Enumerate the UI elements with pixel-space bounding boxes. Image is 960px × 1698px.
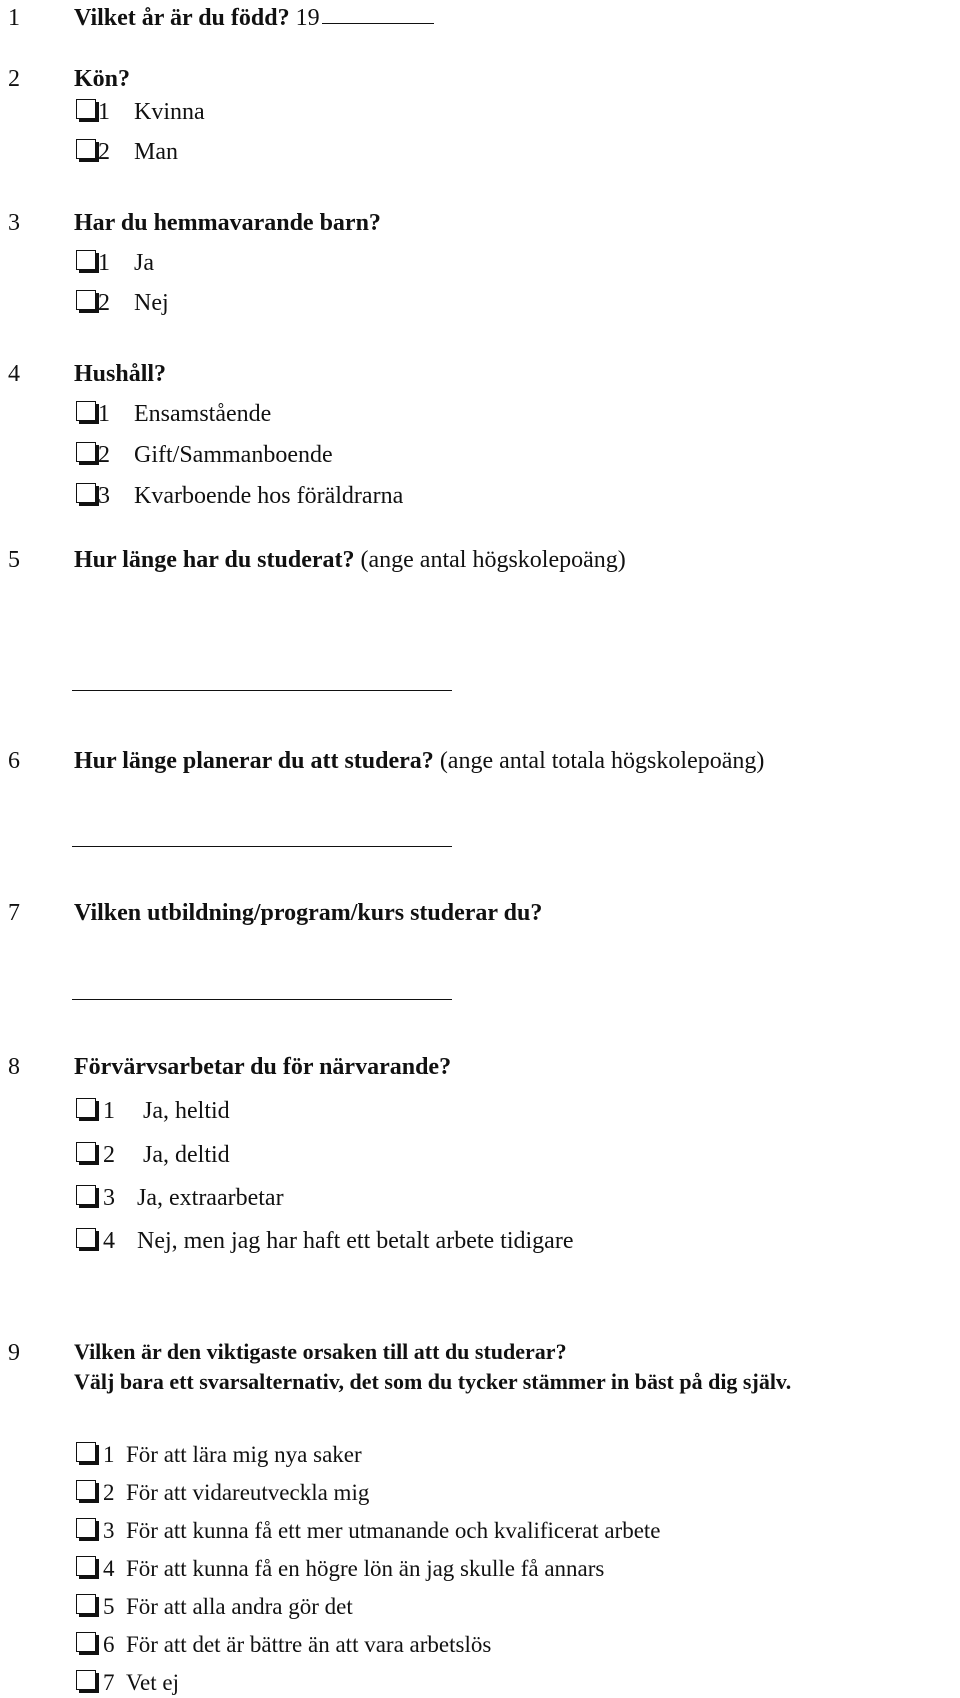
option-label: För att det är bättre än att vara arbetslös xyxy=(126,1632,492,1657)
question-text: Vilket år är du född? 19 xyxy=(74,6,434,30)
option-number: 1 xyxy=(98,99,110,125)
option-number: 3 xyxy=(98,483,110,509)
question-number: 4 xyxy=(8,361,20,387)
option-number: 3 xyxy=(103,1185,115,1211)
question-number: 3 xyxy=(8,210,20,236)
question-text: Förvärvsarbetar du för närvarande? xyxy=(74,1054,452,1080)
option-number: 2 xyxy=(103,1142,115,1168)
question-number: 7 xyxy=(8,900,20,926)
option-label: För att kunna få ett mer utmanande och kvalificerat arbete xyxy=(126,1518,661,1543)
option-label: Ja, deltid xyxy=(143,1142,230,1168)
checkbox-icon[interactable] xyxy=(76,99,96,119)
option-label: Nej, men jag har haft ett betalt arbete tidigare xyxy=(137,1228,574,1254)
question-number: 9 xyxy=(8,1340,20,1366)
year-answer-line[interactable] xyxy=(322,23,434,24)
option-label: För att vidareutveckla mig xyxy=(126,1480,370,1505)
checkbox-icon[interactable] xyxy=(76,1228,96,1248)
checkbox-icon[interactable] xyxy=(76,1442,96,1462)
question-instruction: Välj bara ett svarsalternativ, det som du tycker stämmer in bäst på dig själv. xyxy=(74,1369,792,1394)
option-number: 2 xyxy=(98,442,110,468)
checkbox-icon[interactable] xyxy=(76,1518,96,1538)
question-number: 6 xyxy=(8,748,20,774)
option-number: 7 xyxy=(103,1670,115,1695)
option-number: 4 xyxy=(103,1228,115,1254)
option-label: Ja, extraarbetar xyxy=(137,1185,284,1211)
option-label: Vet ej xyxy=(126,1670,180,1695)
question-text: Hur länge planerar du att studera? (ange antal totala högskolepoäng) xyxy=(74,748,765,774)
option-label: Ja xyxy=(134,250,154,276)
option-label: Gift/Sammanboende xyxy=(134,442,333,468)
checkbox-icon[interactable] xyxy=(76,1670,96,1690)
option-number: 2 xyxy=(103,1480,115,1505)
question-text: Hur länge har du studerat? (ange antal högskolepoäng) xyxy=(74,547,626,573)
question-number: 5 xyxy=(8,547,20,573)
option-number: 1 xyxy=(98,250,110,276)
option-label: Ensamstående xyxy=(134,401,272,427)
question-number: 2 xyxy=(8,66,20,92)
option-label: Kvarboende hos föräldrarna xyxy=(134,483,404,509)
option-label: För att kunna få en högre lön än jag skulle få annars xyxy=(126,1556,605,1581)
checkbox-icon[interactable] xyxy=(76,1480,96,1500)
checkbox-icon[interactable] xyxy=(76,1632,96,1652)
option-number: 1 xyxy=(103,1442,115,1467)
option-label: Man xyxy=(134,139,178,165)
option-number: 1 xyxy=(98,401,110,427)
checkbox-icon[interactable] xyxy=(76,442,96,462)
checkbox-icon[interactable] xyxy=(76,1098,96,1118)
checkbox-icon[interactable] xyxy=(76,483,96,503)
year-prefix: 19 xyxy=(295,5,320,31)
checkbox-icon[interactable] xyxy=(76,290,96,310)
question-text: Hushåll? xyxy=(74,361,167,387)
checkbox-icon[interactable] xyxy=(76,139,96,159)
question-hint: (ange antal högskolepoäng) xyxy=(360,547,626,573)
checkbox-icon[interactable] xyxy=(76,1142,96,1162)
option-label: Ja, heltid xyxy=(143,1098,230,1124)
option-label: För att lära mig nya saker xyxy=(126,1442,362,1467)
question-text: Vilken är den viktigaste orsaken till att du studerar? xyxy=(74,1339,567,1364)
checkbox-icon[interactable] xyxy=(76,1556,96,1576)
checkbox-icon[interactable] xyxy=(76,250,96,270)
option-label: Kvinna xyxy=(134,99,205,125)
question-text: Kön? xyxy=(74,66,131,92)
option-number: 2 xyxy=(98,139,110,165)
checkbox-icon[interactable] xyxy=(76,401,96,421)
answer-line[interactable] xyxy=(72,846,452,847)
question-text: Har du hemmavarande barn? xyxy=(74,210,381,236)
option-number: 4 xyxy=(103,1556,115,1581)
question-text: Vilken utbildning/program/kurs studerar du? xyxy=(74,900,543,926)
option-number: 5 xyxy=(103,1594,115,1619)
option-label: För att alla andra gör det xyxy=(126,1594,353,1619)
option-number: 3 xyxy=(103,1518,115,1543)
question-hint: (ange antal totala högskolepoäng) xyxy=(439,748,765,774)
checkbox-icon[interactable] xyxy=(76,1594,96,1614)
checkbox-icon[interactable] xyxy=(76,1185,96,1205)
option-label: Nej xyxy=(134,290,169,316)
question-number: 1 xyxy=(8,5,20,31)
answer-line[interactable] xyxy=(72,999,452,1000)
answer-line[interactable] xyxy=(72,690,452,691)
option-number: 2 xyxy=(98,290,110,316)
option-number: 6 xyxy=(103,1632,115,1657)
question-number: 8 xyxy=(8,1054,20,1080)
option-number: 1 xyxy=(103,1098,115,1124)
